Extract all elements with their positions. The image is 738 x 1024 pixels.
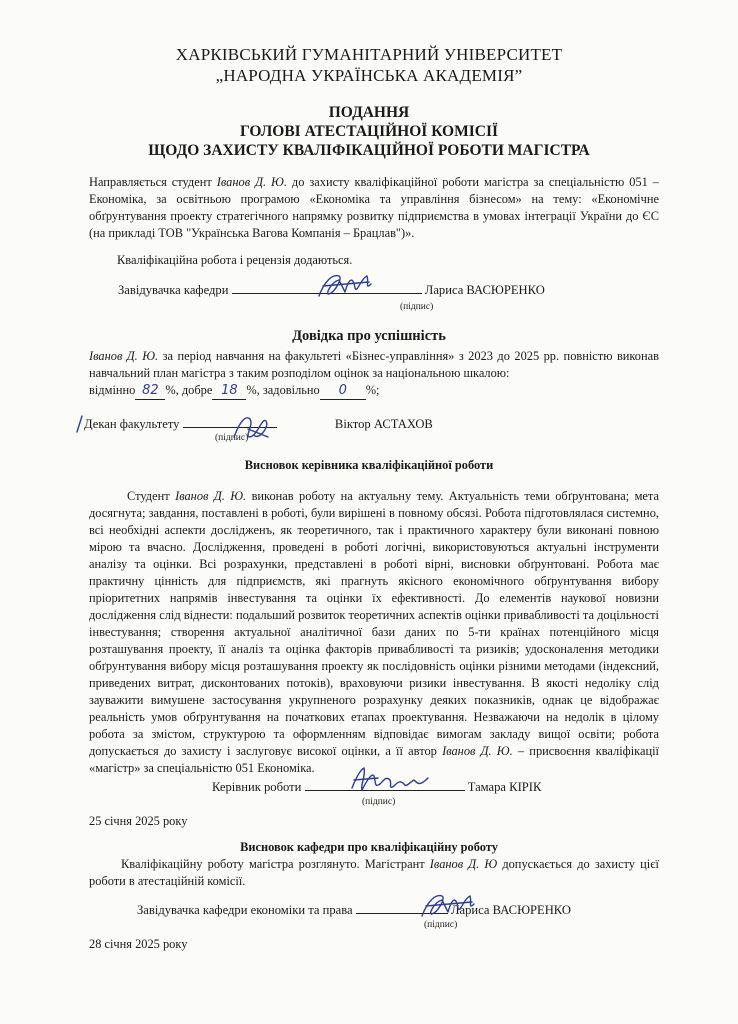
title-line-2: ГОЛОВІ АТЕСТАЦІЙНОЇ КОМІСІЇ: [239, 123, 499, 140]
academy-name: „НАРОДНА УКРАЇНСЬКА АКАДЕМІЯ”: [215, 66, 523, 85]
department-text-prefix: Кваліфікаційну роботу магістра розглянуто. Магістрант: [121, 857, 425, 871]
head-label: Завідувачка кафедри: [118, 283, 229, 297]
excellent-blank: [135, 382, 165, 400]
good-blank: [212, 382, 246, 400]
supervisor-name: Тамара КІРІК: [467, 780, 542, 794]
department-head-label: Завідувачка кафедри економіки та права: [137, 903, 353, 917]
supervisor-signature-image: [348, 762, 434, 796]
department-head-name: Лариса ВАСЮРЕНКО: [450, 903, 571, 917]
document-title: [0, 103, 738, 160]
head-name: Лариса ВАСЮРЕНКО: [424, 283, 545, 297]
department-date: 28 січня 2025 року: [89, 937, 188, 951]
excellent-value: 82: [142, 383, 159, 398]
percent-tail: %;: [365, 383, 380, 397]
grades-row: [89, 382, 380, 400]
dean-signature-image: [228, 407, 276, 447]
department-heading: Висновок кафедри про кваліфікаційну роботу: [240, 840, 498, 854]
submission-prefix: Направляється студент: [89, 175, 212, 189]
good-label: %, добре: [165, 383, 213, 397]
performance-text: за період навчання на факультеті «Бізнес-управління» з 2023 до 2025 рр. повністю виконав навчальний план магістра з таким розподілом оцінок за національною шкалою:: [89, 349, 659, 380]
attachments-note: Кваліфікаційна робота і рецензія додаються.: [117, 253, 353, 267]
satisfactory-label: %, задовільно: [246, 383, 320, 397]
department-text-suffix: допускається до захисту цієї роботи в атестаційній комісії.: [89, 857, 659, 888]
performance-paragraph: [89, 348, 659, 382]
department-student: Іванов Д. Ю: [429, 857, 498, 871]
margin-tick-mark: [74, 414, 86, 434]
supervisor-date: 25 січня 2025 року: [89, 814, 188, 828]
dean-signature-caption: (підпис): [215, 433, 249, 443]
performance-student: Іванов Д. Ю.: [89, 349, 159, 363]
department-paragraph: [89, 856, 659, 890]
university-name: ХАРКІВСЬКИЙ ГУМАНІТАРНИЙ УНІВЕРСИТЕТ: [175, 45, 563, 64]
title-line-3: ЩОДО ЗАХИСТУ КВАЛІФІКАЦІЙНОЇ РОБОТИ МАГІСТРА: [148, 142, 590, 159]
supervisor-paragraph: [89, 488, 659, 777]
supervisor-student-2: Іванов Д. Ю.: [442, 744, 513, 758]
supervisor-label: Керівник роботи: [212, 780, 302, 794]
head-signature-caption: (підпис): [400, 302, 434, 312]
supervisor-student-prefix: Студент: [127, 489, 170, 503]
supervisor-signature-caption: (підпис): [362, 797, 396, 807]
excellent-label: відмінно: [89, 383, 136, 397]
university-header: [0, 44, 738, 86]
supervisor-text-2: – присвоєння кваліфікації «магістр» за спеціальністю 051 Економіка.: [89, 744, 659, 775]
supervisor-student: Іванов Д. Ю.: [175, 489, 247, 503]
department-signature-row: [137, 903, 571, 918]
department-signature-image: [418, 890, 478, 922]
supervisor-heading: Висновок керівника кваліфікаційної роботи: [244, 458, 494, 472]
dean-name: Віктор АСТАХОВ: [334, 417, 433, 431]
supervisor-text-1: виконав роботу на актуальну тему. Актуальність теми обґрунтована; мета досягнута; завдання, поставлені в роботі, були вирішені в повному обсязі. Робота підготовлялася системно, всі необхідні аспекти дослідженъ, як теоретичного, так і практичного характеру були виконані повною мірою та вчасно. Дослідження, проведені в роботі логічні, використовуються актуальні інструменти аналізу та оцінки. Всі розрахунки, представлені в роботі вірні, висновки обґрунтовані. Робота має практичну цінність для підприємств, які прагнуть якісного економічного обґрунтування вибору пріоритетних напрямів інвестування та оцінки їх ефективності. До елементів наукової новизни дослідження слід віднести: подальший розвиток теоретичних аспектів оцінки привабливості та доцільності інвестування; створення актуальної аналітичної бази даних по 5-ти країнах потенційного місця розташування проекту, її аналіз та оцінка факторів привабливості та ризиків; удосконалення методики обґрунтування вибору місця розташування проекту як послідовність оцінки різними методами (індексний, приведених витрат, дисконтованих потоків), враховуючи ризики інвестування. В якості недоліку слід зауважити вимушене застосування укрупненого розрахунку деяких показників, однак це відображає реальність умов обґрунтування на початкових етапах проектування. Незважаючи на недолік в цілому робота за змістом, структурою та оформленням відповідає вимогам закладу вищої освіти; робота допускається до захисту і заслуговує високої оцінки, а її автор: [89, 489, 659, 758]
dean-label: Декан факультету: [84, 417, 180, 431]
good-value: 18: [221, 383, 238, 398]
submission-text: до захисту кваліфікаційної роботи магістра за спеціальністю 051 – Економіка, за освітньою програмою «Економіка та управління бізнесом» на тему: «Економічне обґрунтування проекту стратегічного напрямку розвитку підприємства в умовах інтеграції України до ЄС (на прикладі ТОВ "Українська Вагова Компанія – Брацлав")».: [89, 175, 659, 240]
head-signature-image: [315, 270, 375, 302]
title-line-1: ПОДАННЯ: [328, 104, 410, 121]
submission-paragraph: [89, 174, 659, 242]
satisfactory-value: 0: [338, 383, 347, 398]
satisfactory-blank: [320, 382, 366, 400]
performance-heading: Довідка про успішність: [292, 328, 446, 344]
department-signature-caption: (підпис): [424, 920, 458, 930]
submission-student: Іванов Д. Ю.: [216, 175, 287, 189]
